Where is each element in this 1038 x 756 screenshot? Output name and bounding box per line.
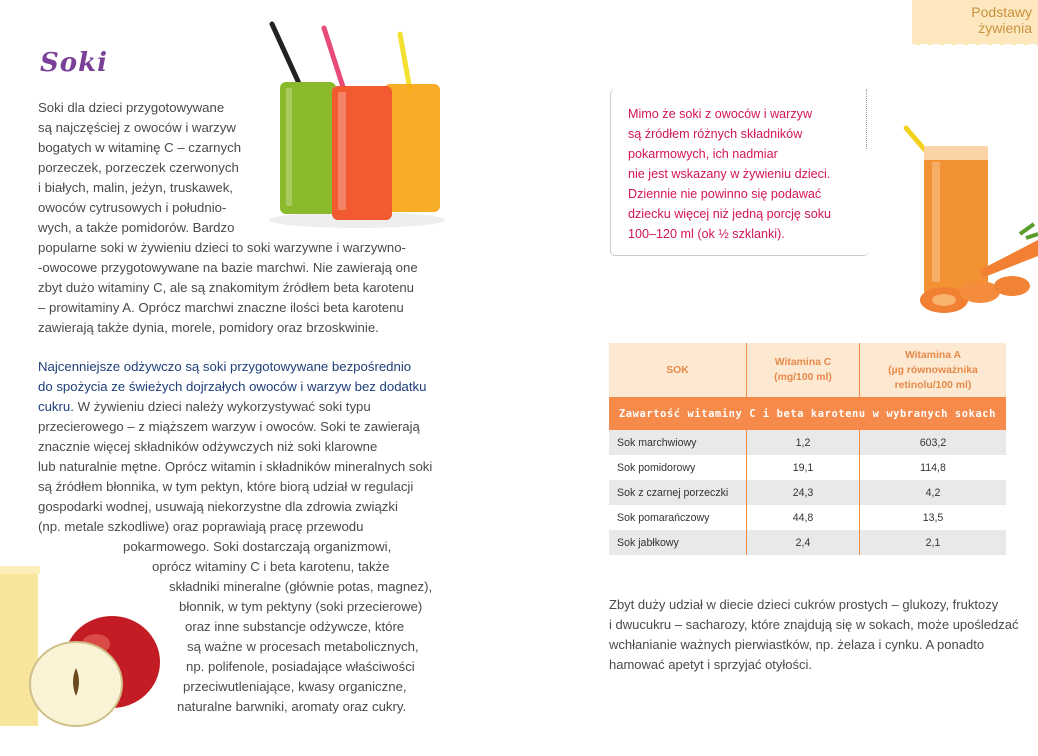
carrot-juice-illustration <box>870 122 1038 316</box>
header-vitamin-a: Witamina A (µg równoważnika retinolu/100 ml) <box>860 343 1007 397</box>
table-row: Sok pomidorowy 19,1 114,8 <box>609 455 1006 480</box>
juice-glasses-illustration <box>262 20 452 232</box>
vitamin-table <box>609 343 1006 555</box>
header-sok: SOK <box>609 343 747 397</box>
table-row: Sok pomarańczowy 44,8 13,5 <box>609 505 1006 530</box>
table-row: Sok marchwiowy 1,2 603,2 <box>609 430 1006 455</box>
header-vitamin-c: Witamina C (mg/100 ml) <box>747 343 860 397</box>
section-badge-label: Podstawy żywienia <box>971 4 1032 36</box>
table-row: Sok jabłkowy 2,4 2,1 <box>609 530 1006 555</box>
page-title: Soki <box>40 48 109 78</box>
warning-box-edge <box>866 89 868 149</box>
badge-scallop <box>912 40 1038 50</box>
apple-juice-illustration <box>0 560 172 736</box>
table-caption: Zawartość witaminy C i beta karotenu w wybranych sokach <box>609 397 1006 430</box>
table-row: Sok z czarnej porzeczki 24,3 4,2 <box>609 480 1006 505</box>
